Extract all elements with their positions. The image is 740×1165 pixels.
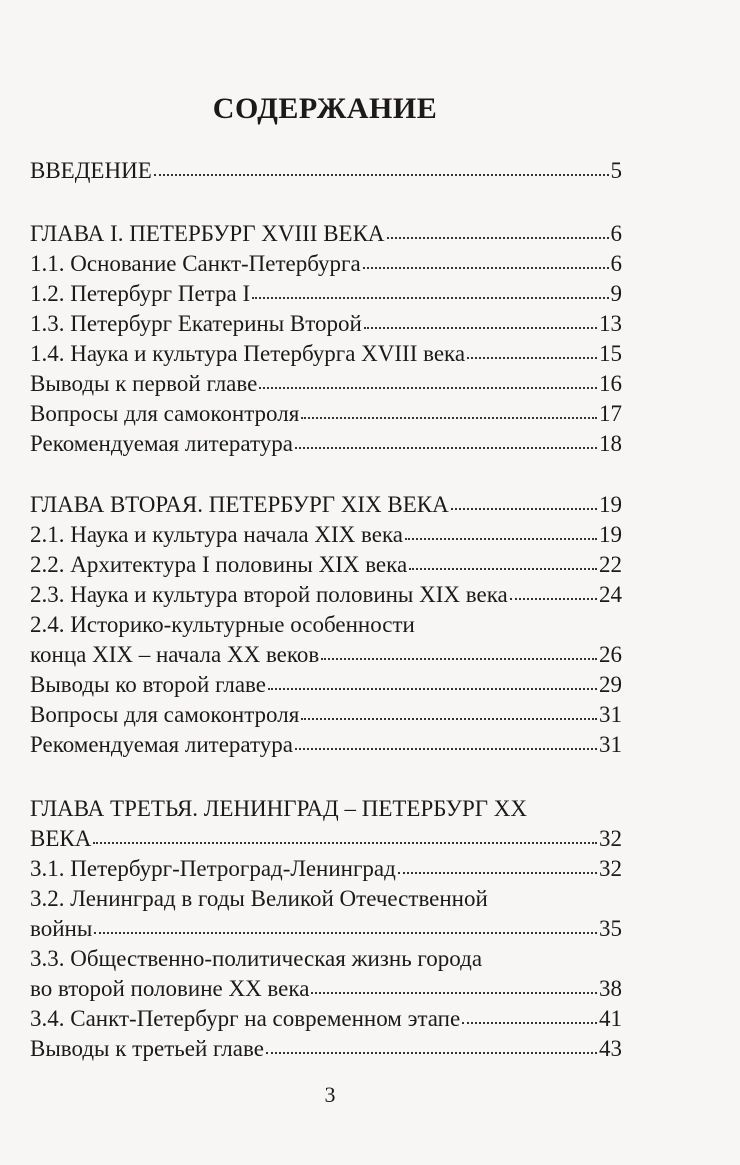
toc-entry-page: 32 [599,826,622,851]
leader-dots [301,401,597,421]
leader-dots [510,582,597,602]
toc-entry-text: ГЛАВА ВТОРАЯ. ПЕТЕРБУРГ XIX ВЕКА [30,492,449,517]
leader-dots [363,251,609,271]
leader-dots [94,916,597,936]
toc-entry-text: Рекомендуемая литература [30,732,293,757]
toc-entry-page: 31 [599,702,622,727]
leader-dots [462,1006,597,1026]
toc-entry-text: конца XIX – начала XX веков [30,642,320,667]
toc-chapter-2 [30,490,622,760]
toc-entry-page: 15 [599,341,622,366]
toc-entry [30,730,622,760]
toc-entry-page: 29 [599,672,622,697]
leader-dots [409,552,597,572]
toc-entry [30,399,622,429]
leader-dots [311,976,597,996]
toc-entry-page: 31 [599,732,622,757]
toc-entry-text: Выводы к третьей главе [30,1036,264,1061]
toc-entry-page: 41 [599,1006,622,1031]
leader-dots [259,371,597,391]
toc-entry-page: 18 [599,431,622,456]
toc-entry [30,520,622,550]
toc-entry-text: 1.4. Наука и культура Петербурга XVIII века [30,341,466,366]
toc-entry-text: 1.3. Петербург Екатерины Второй [30,311,362,336]
toc-entry [30,854,622,884]
leader-dots [451,492,597,512]
toc-entry-page: 6 [610,251,622,276]
toc-entry-page: 9 [610,281,622,306]
toc-entry-page: 22 [599,552,622,577]
toc-entry-page: 13 [599,311,622,336]
toc-entry-page: 19 [599,492,622,517]
toc-entry-first-line: 3.2. Ленинград в годы Великой Отечественной [30,886,488,911]
leader-dots [387,221,609,241]
toc-entry-page: 43 [599,1036,622,1061]
toc-entry [30,700,622,730]
toc-entry-page: 16 [599,371,622,396]
toc-entry-text: Вопросы для самоконтроля [30,702,300,727]
toc-entry [30,429,622,459]
toc-intro [30,156,622,186]
page-number: 3 [324,1082,336,1107]
toc-entry-text: 1.1. Основание Санкт-Петербурга [30,251,361,276]
toc-entry-text: во второй половине XX века [30,976,310,1001]
leader-dots [93,826,597,846]
toc-entry-first-line: 3.3. Общественно-политическая жизнь города [30,946,483,971]
toc-chapter-title [30,824,622,854]
leader-dots [268,672,597,692]
toc-entry [30,1034,622,1064]
toc-entry-text: 2.2. Архитектура I половины XIX века [30,552,408,577]
toc-entry-text: 2.1. Наука и культура начала XIX века [30,522,403,547]
toc-chapter-title [30,219,622,249]
toc-entry [30,1004,622,1034]
leader-dots [301,702,597,722]
toc-entry-page: 17 [599,401,622,426]
toc-entry-text: Выводы к первой главе [30,371,258,396]
toc-entry [30,640,622,670]
page-title: СОДЕРЖАНИЕ [212,92,438,125]
toc-entry [30,156,622,186]
toc-entry-text: ВВЕДЕНИЕ [30,158,152,183]
toc-entry [30,339,622,369]
toc-entry-text: войны [30,916,93,941]
leader-dots [154,158,609,178]
toc-entry-text: 3.1. Петербург-Петроград-Ленинград [30,856,396,881]
toc-entry [30,550,622,580]
toc-entry-text: 2.3. Наука и культура второй половины XIX века [30,582,508,607]
toc-entry [30,974,622,1004]
toc-entry-page: 6 [610,221,622,246]
toc-entry [30,309,622,339]
toc-entry-text: Выводы ко второй главе [30,672,266,697]
leader-dots [295,732,597,752]
toc-entry-page: 5 [610,158,622,183]
toc-entry-page: 32 [599,856,622,881]
leader-dots [295,431,597,451]
toc-entry [30,914,622,944]
toc-entry-page: 19 [599,522,622,547]
leader-dots [266,1036,597,1056]
toc-chapter-title [30,490,622,520]
toc-entry [30,369,622,399]
leader-dots [252,281,608,301]
toc-chapter-1 [30,219,622,459]
toc-entry-first-line: 2.4. Историко-культурные особенности [30,612,415,637]
toc-entry-page: 35 [599,916,622,941]
toc-entry [30,580,622,610]
leader-dots [467,341,597,361]
toc-entry-text: Вопросы для самоконтроля [30,401,300,426]
toc-entry-text: ВЕКА [30,826,92,851]
toc-entry [30,249,622,279]
toc-entry-text: ГЛАВА I. ПЕТЕРБУРГ XVIII ВЕКА [30,221,385,246]
toc-entry-page: 24 [599,582,622,607]
toc-entry [30,279,622,309]
leader-dots [398,856,597,876]
toc-entry-page: 38 [599,976,622,1001]
toc-chapter-title-first-line: ГЛАВА ТРЕТЬЯ. ЛЕНИНГРАД – ПЕТЕРБУРГ XX [30,796,528,821]
toc-entry-page: 26 [599,642,622,667]
leader-dots [321,642,597,662]
leader-dots [405,522,597,542]
toc-entry [30,670,622,700]
toc-entry-text: Рекомендуемая литература [30,431,293,456]
toc-entry-text: 3.4. Санкт-Петербург на современном этапе [30,1006,461,1031]
leader-dots [364,311,597,331]
toc-chapter-3 [30,794,622,1064]
toc-entry-text: 1.2. Петербург Петра I [30,281,251,306]
